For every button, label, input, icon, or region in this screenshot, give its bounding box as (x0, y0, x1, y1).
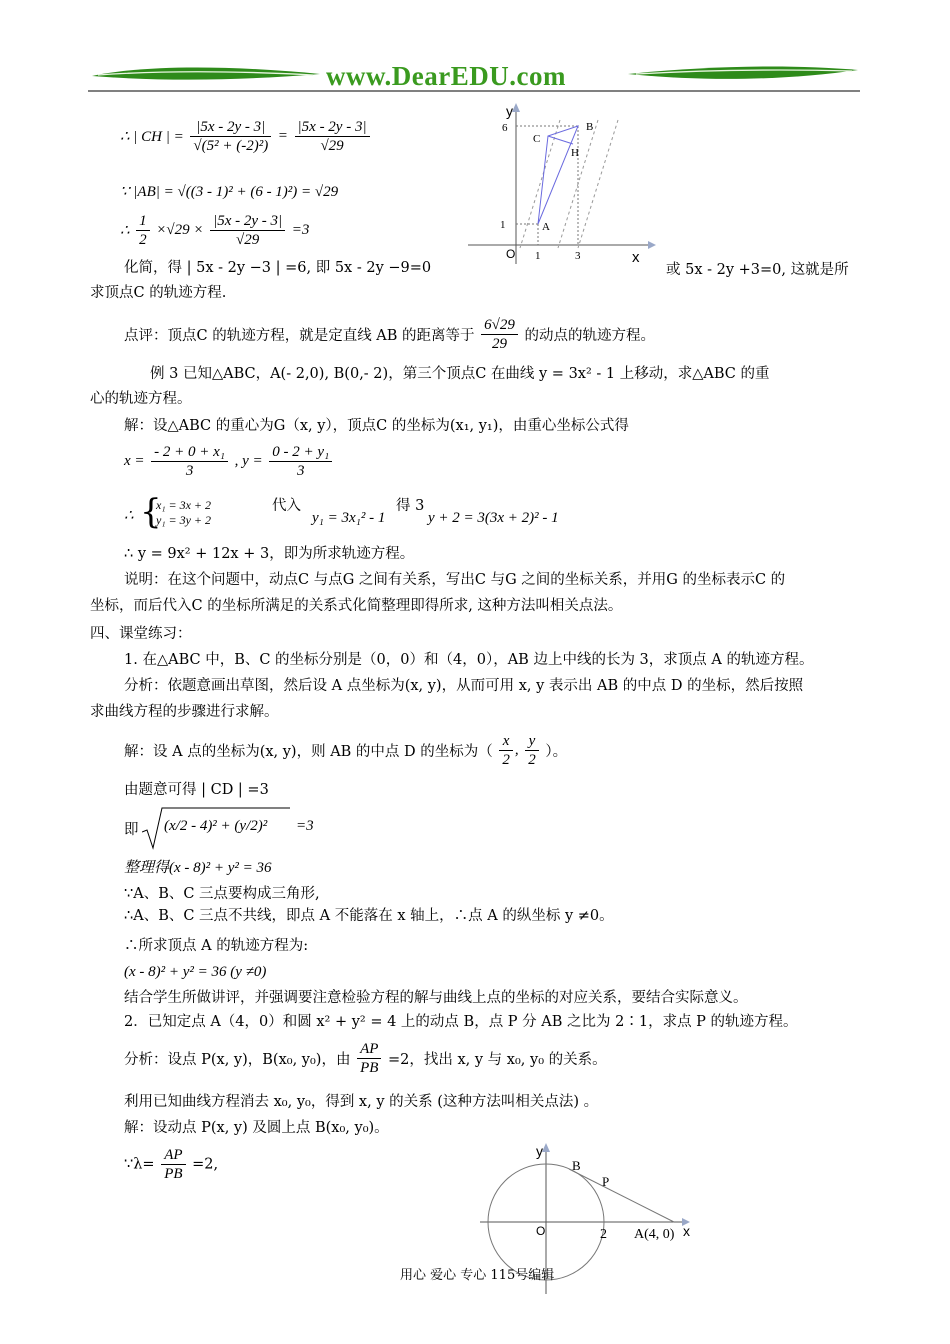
ch-frac2-den: √29 (320, 138, 344, 154)
trajectory-answer: (x - 8)² + y² = 36 (y ≠0) (124, 964, 267, 980)
site-logo-text: www.DearEDU.com (326, 61, 566, 91)
area-frac-num: |5x - 2y - 3| (210, 212, 285, 231)
half-den: 2 (139, 232, 147, 248)
centroid-result: ∴ y = 9x² + 12x + 3，即为所求轨迹方程。 (124, 546, 415, 562)
fx-fraction (151, 443, 228, 480)
analysis-1-line-1: 分析：依题意画出草图，然后设 A 点坐标为(x, y)，从而可用 x, y 表示出 AB 的中点 D 的坐标，然后按照 (124, 678, 804, 694)
midpoint-y-num: y (525, 732, 539, 751)
sqrt-body: (x/2 - 4)² + (y/2)² (164, 818, 268, 834)
fig1-label-o: O (506, 247, 516, 261)
fig2-label-y: y (536, 1143, 543, 1159)
trajectory-line: 求顶点C 的轨迹方程. (90, 285, 227, 301)
comment-den: 29 (492, 336, 508, 352)
fy-den: 3 (297, 463, 305, 479)
fig2-y-arrow (542, 1143, 550, 1152)
fx-num: - 2 + 0 + x₁ (151, 443, 228, 462)
analysis-2-den: PB (360, 1060, 379, 1076)
example-3-line-1: 例 3 已知△ABC，A(- 2,0), B(0,- 2)，第三个顶点C 在曲线 y = 3x² - 1 上移动，求△ABC 的重 (150, 366, 770, 382)
lambda-post: =2, (192, 1156, 219, 1173)
because-triangle: ∵A、B、C 三点要构成三角形, (124, 886, 320, 902)
analysis-2-post: =2，找出 x, y 与 x₀, y₀ 的关系。 (388, 1052, 607, 1068)
fig1-altitude-ch (548, 136, 573, 144)
fig1-label-c: C (533, 133, 541, 145)
therefore-not-collinear: ∴A、B、C 三点不共线，即点 A 不能落在 x 轴上，∴点 A 的纵坐标 y ≠0。 (124, 908, 614, 924)
system-eq-1: x₁ = 3x + 2 (156, 498, 212, 512)
comment-prefix: 点评：顶点C 的轨迹方程，就是定直线 AB 的距离等于 (124, 328, 475, 344)
note-line-1: 说明：在这个问题中，动点C 与点G 之间有关系，写出C 与G 之间的坐标关系，并用G 的坐标表示C 的 (124, 572, 786, 588)
ch-fraction-2 (295, 118, 370, 155)
fx-pre: x = (124, 453, 145, 469)
ch-frac2-num: |5x - 2y - 3| (295, 118, 370, 137)
fig1-label-x1: 1 (535, 250, 541, 262)
lambda-fraction (161, 1146, 185, 1183)
fig1-label-1: 1 (500, 219, 506, 231)
midpoint-y-den: 2 (528, 752, 536, 768)
sqrt-pre: 即 (124, 822, 139, 838)
lambda-line (124, 1146, 218, 1183)
question-1: 1. 在△ABC 中，B、C 的坐标分别是（0，0）和（4，0），AB 边上中线的长为 3，求顶点 A 的轨迹方程。 (124, 652, 814, 668)
fy-fraction (269, 443, 332, 480)
half-num: 1 (136, 212, 150, 231)
ch-frac1-den: √(5² + (-2)²) (193, 138, 269, 154)
fig1-label-a: A (542, 221, 550, 233)
comment-fraction (481, 316, 518, 353)
note-line-2: 坐标，而后代入C 的坐标所满足的关系式化简整理即得所求, 这种方法叫相关点法。 (90, 598, 623, 614)
centroid-formula (124, 443, 334, 480)
fig1-label-x: x (632, 249, 640, 266)
fig2-label-x: x (683, 1223, 690, 1239)
sqrt-post: =3 (296, 818, 314, 834)
get-eq: y + 2 = 3(3x + 2)² - 1 (428, 510, 559, 526)
fig2-label-2: 2 (600, 1227, 607, 1242)
midpoint-x-frac (499, 732, 513, 769)
analysis-2-num: AP (357, 1040, 381, 1059)
ch-fraction-1 (190, 118, 271, 155)
area-fraction (210, 212, 285, 249)
midpoint-y-frac (525, 732, 539, 769)
midpoint-pre: 解：设 A 点的坐标为(x, y)，则 AB 的中点 D 的坐标为（ (124, 744, 493, 760)
area-prefix: ∴ (120, 223, 130, 239)
analysis-2-pre: 分析：设点 P(x, y)，B(x₀, y₀)，由 (124, 1052, 351, 1068)
comment-num: 6√29 (481, 316, 518, 335)
midpoint-post: ）。 (545, 744, 568, 760)
ch-frac1-num: |5x - 2y - 3| (190, 118, 271, 137)
area-equation-line (120, 212, 309, 249)
fig1-label-6: 6 (502, 122, 508, 134)
fig1-y-arrow (512, 103, 520, 112)
analysis-1-line-2: 求曲线方程的步骤进行求解。 (90, 704, 279, 720)
fig2-label-a: A(4, 0) (634, 1227, 675, 1242)
figure-1-triangle (460, 98, 660, 268)
ch-eq: = (277, 128, 288, 144)
fig1-label-h: H (571, 147, 579, 159)
simplify-line: 化简，得 | 5x - 2y −3 | =6, 即 5x - 2y −9=0 (124, 260, 432, 276)
area-frac-den: √29 (236, 232, 260, 248)
fig2-segment-ab (569, 1169, 674, 1222)
teaching-note: 结合学生所做讲评，并强调要注意检验方程的解与曲线上点的坐标的对应关系，要结合实际意义。 (124, 990, 748, 1006)
substitute-eq: y₁ = 3x₁² - 1 (312, 510, 386, 526)
area-tail: =3 (291, 222, 310, 238)
ab-length-line: ∵ |AB| = √((3 - 1)² + (6 - 1)²) = √29 (120, 184, 339, 200)
simplify-line-end: 或 5x - 2y +3=0, 这就是所 (666, 262, 849, 278)
lambda-num: AP (161, 1146, 185, 1165)
solution-intro: 解：设△ABC 的重心为G（x, y），顶点C 的坐标为(x₁, y₁)，由重心坐标公式得 (124, 418, 629, 434)
fig2-label-b: B (572, 1158, 581, 1173)
elimination-line: 利用已知曲线方程消去 x₀, y₀，得到 x, y 的关系 (这种方法叫相关点法) 。 (124, 1094, 599, 1110)
system-therefore: ∴ (124, 508, 134, 524)
therefore-trajectory: ∴所求顶点 A 的轨迹方程为: (124, 938, 309, 954)
comment-suffix: 的动点的轨迹方程。 (524, 328, 656, 344)
substitute-label: 代入 (272, 498, 301, 514)
half-fraction (136, 212, 150, 249)
fig2-label-p: P (602, 1174, 610, 1189)
fy-num: 0 - 2 + y₁ (269, 443, 332, 462)
cd-condition: 由题意可得 | CD | =3 (124, 782, 269, 798)
solution-2-intro: 解：设动点 P(x, y) 及圆上点 B(x₀, y₀)。 (124, 1120, 389, 1136)
example-3-line-2: 心的轨迹方程。 (90, 391, 192, 407)
fig1-label-b: B (586, 121, 594, 133)
fig2-label-o: O (536, 1224, 546, 1238)
page-footer: 用心 爱心 专心 115号编辑 (400, 1268, 555, 1283)
fig1-label-x3: 3 (575, 250, 581, 262)
fig1-x-arrow (648, 241, 656, 249)
lambda-pre: ∵λ= (124, 1156, 155, 1173)
midpoint-x-den: 2 (502, 752, 510, 768)
analysis-2-line (124, 1040, 607, 1077)
system-eq-2: y₁ = 3y + 2 (156, 513, 212, 527)
comment-line (124, 316, 655, 353)
header-banner (88, 58, 862, 100)
simplified-circle: 整理得(x - 8)² + y² = 36 (124, 860, 272, 876)
get-label: 得 3 (396, 498, 425, 514)
analysis-2-fraction (357, 1040, 381, 1077)
area-mid: ×√29 × (156, 222, 204, 238)
fy-pre: , y = (234, 453, 263, 469)
midpoint-x-num: x (499, 732, 513, 751)
lambda-den: PB (164, 1166, 183, 1182)
section-heading: 四、课堂练习： (90, 626, 192, 642)
system-brace: { (140, 492, 162, 532)
fx-den: 3 (185, 463, 194, 479)
fig1-triangle-abc (538, 126, 578, 224)
fig1-label-y: y (506, 103, 513, 119)
ch-prefix: ∴ | CH | = (120, 129, 184, 145)
question-2: 2．已知定点 A（4，0）和圆 x² + y² = 4 上的动点 B，点 P 分 AB 之比为 2∶1，求点 P 的轨迹方程。 (124, 1014, 798, 1030)
ch-distance-line (120, 118, 372, 155)
midpoint-line: 解：设 A 点的坐标为(x, y)，则 AB 的中点 D 的坐标为（ $\frac{x}{2}$ , $\frac{y}{2}$ ）。 (124, 733, 568, 768)
fig1-line-upper (578, 120, 618, 248)
